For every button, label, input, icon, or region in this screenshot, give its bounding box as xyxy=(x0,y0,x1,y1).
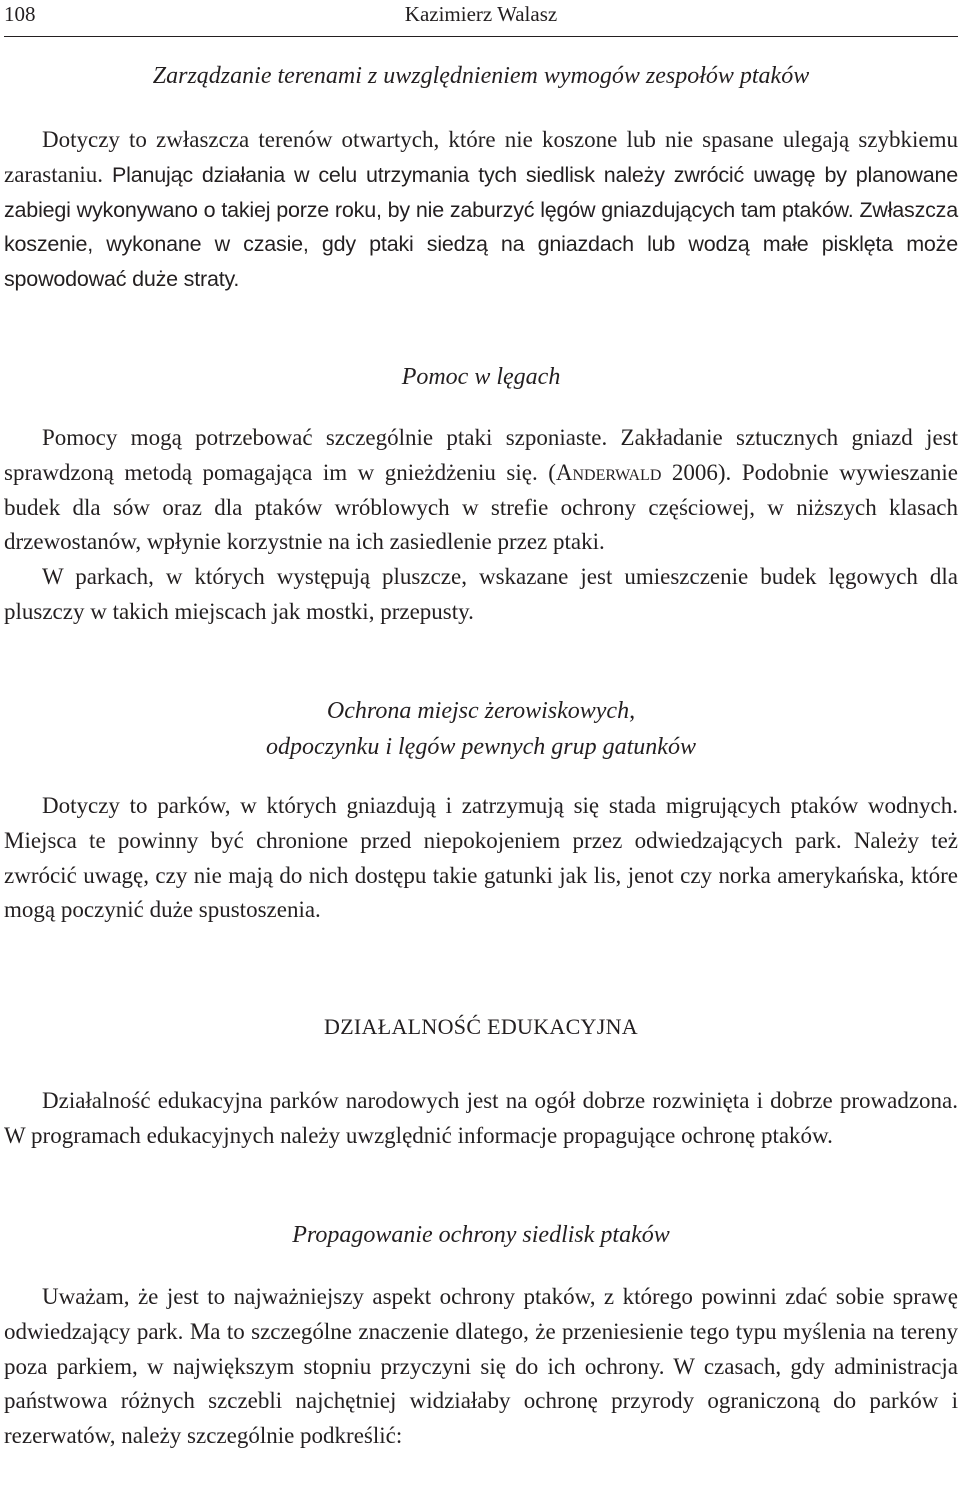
paragraph-education: Działalność edukacyjna parków narodowych jest na ogół dobrze rozwinięta i dobrze prowadzona. W programach edukacyjnych należy uwzględnić informacje propagujące ochronę ptaków. xyxy=(4,1088,958,1148)
section-feeding-grounds xyxy=(4,693,958,765)
paragraph-education-wrap xyxy=(4,1084,958,1154)
paragraph-breeding-help-1: Pomocy mogą potrzebować szczególnie ptaki szponiaste. Zakładanie sztucznych gniazd jest sprawdzoną metodą pomagająca im w gnieżdżeniu się. (Anderwald 2006). Podobnie wywieszanie budek dla sów oraz dla ptaków wróblowych w strefie ochrony częściowej, w niższych klasach drzewostanów, wpłynie korzystnie na ich zasiedlenie przez ptaki. xyxy=(4,425,958,555)
paragraph-promotion-wrap xyxy=(4,1280,958,1454)
subheading-feeding-grounds-line1: Ochrona miejsc żerowiskowych, xyxy=(326,698,636,724)
book-page xyxy=(4,0,958,1449)
running-header xyxy=(4,0,958,37)
subheading-breeding-help: Pomoc w lęgach xyxy=(401,364,561,390)
paragraph-breeding-help-2: W parkach, w których występują pluszcze, wskazane jest umieszczenie budek lęgowych dla pluszczy w takich miejscach jak mostki, przepusty. xyxy=(4,564,958,624)
citation-author: Anderwald xyxy=(555,459,662,485)
paragraphs-breeding-help xyxy=(4,421,958,630)
paragraph-terrain-narrow: Planując działania w celu utrzymania tych siedlisk należy zwrócić uwagę by planowane zabiegi wykonywano o takiej porze roku, by nie zaburzyć lęgów gniazdujących tam ptaków. Zwłaszcza koszenie, wykonane w czasie, gdy ptaki siedzą na gniazdach lub wodzą małe pisklęta może spowodować duże straty. xyxy=(4,162,958,292)
paragraph-terrain-management xyxy=(4,123,958,297)
section-terrain-management xyxy=(4,58,958,94)
subheading-feeding-grounds-line2: odpoczynku i lęgów pewnych grup gatunków xyxy=(266,734,696,760)
section-promotion xyxy=(4,1217,958,1253)
paragraph-promotion: Uważam, że jest to najważniejszy aspekt ochrony ptaków, z którego powinni zdać sobie sprawę odwiedzający park. Ma to szczególne znaczenie dlatego, że przeniesienie tego typu myślenia na tereny poza parkiem, w największym stopniu przyczyni się do ich ochrony. W czasach, gdy administracja państwowa różnych szczebli najchętniej widziałaby ochronę przyrody ograniczoną do parków i rezerwatów, należy szczególnie podkreślić: xyxy=(4,1284,958,1449)
page-number: 108 xyxy=(4,2,36,26)
heading-education: DZIAŁALNOŚĆ EDUKACYJNA xyxy=(324,1014,638,1039)
subheading-promotion: Propagowanie ochrony siedlisk ptaków xyxy=(292,1222,670,1248)
paragraph-terrain-serif: Dotyczy to zwłaszcza terenów otwartych, które nie koszone lub nie spasane ulegają szybkiemu zarastaniu. xyxy=(4,127,958,187)
subheading-terrain-management: Zarządzanie terenami z uwzględnieniem wymogów zespołów ptaków xyxy=(152,63,810,89)
paragraph-feeding-grounds: Dotyczy to parków, w których gniazdują i zatrzymują się stada migrujących ptaków wodnych. Miejsca te powinny być chronione przed niepokojeniem przez odwiedzających park. Należy też zwrócić uwagę, czy nie mają do nich dostępu takie gatunki jak lis, jenot czy norka amerykańska, które mogą poczynić duże spustoszenia. xyxy=(4,793,958,923)
paragraph-feeding-grounds-wrap xyxy=(4,789,958,928)
section-education xyxy=(4,1010,958,1044)
section-breeding-help xyxy=(4,359,958,395)
running-header-author: Kazimierz Walasz xyxy=(404,2,558,26)
